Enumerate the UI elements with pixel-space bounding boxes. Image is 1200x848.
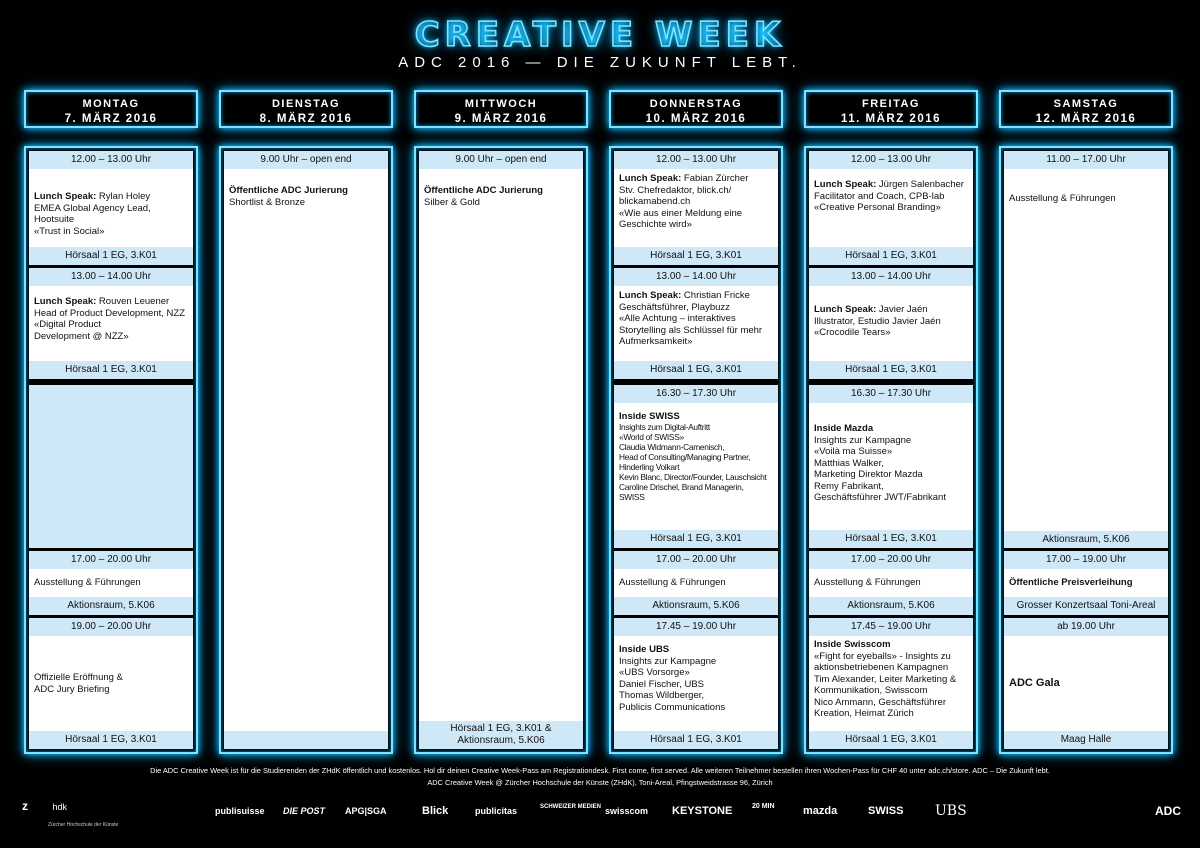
slot-time: 13.00 – 14.00 Uhr bbox=[809, 268, 973, 286]
slot-time: 12.00 – 13.00 Uhr bbox=[29, 151, 193, 169]
slot-text: Shortlist & Bronze bbox=[229, 196, 306, 208]
slot-title: Lunch Speak: bbox=[619, 290, 682, 301]
slot-location: Aktionsraum, 5.K06 bbox=[1004, 531, 1168, 549]
slot-title: Lunch Speak: bbox=[34, 191, 97, 202]
slot-time: 16.30 – 17.30 Uhr bbox=[809, 385, 973, 403]
slot-location: Hörsaal 1 EG, 3.K01 bbox=[809, 247, 973, 265]
slot-time: 16.30 – 17.30 Uhr bbox=[614, 385, 778, 403]
slot-title: Lunch Speak: bbox=[34, 296, 97, 307]
slot-content bbox=[614, 286, 778, 361]
slot-location: Hörsaal 1 EG, 3.K01 bbox=[29, 247, 193, 265]
day-header bbox=[999, 90, 1173, 128]
empty-location bbox=[224, 731, 388, 749]
slot-text: Fabian Zürcher Stv. Chefredaktor, blick.ch/ blickamabend.ch «Wie aus einer Meldung eine Geschichte wird» bbox=[619, 173, 749, 230]
slot-text: Insights zur Kampagne «UBS Vorsorge» Daniel Fischer, UBS Thomas Wildberger, Publicis Communications bbox=[619, 655, 726, 713]
slot-text: Offizielle Eröffnung & ADC Jury Briefing bbox=[34, 672, 123, 695]
day-name: SAMSTAG bbox=[1053, 98, 1119, 110]
slot-location: Hörsaal 1 EG, 3.K01 bbox=[809, 530, 973, 548]
sponsor-logo: Blick bbox=[422, 805, 449, 817]
slot-time: 19.00 – 20.00 Uhr bbox=[29, 618, 193, 636]
day-schedule bbox=[609, 146, 783, 754]
slot-location: Hörsaal 1 EG, 3.K01 bbox=[614, 731, 778, 749]
zhdk-sub: Zürcher Hochschule der Künste bbox=[48, 822, 119, 828]
slot-content bbox=[614, 569, 778, 597]
slot-location: Hörsaal 1 EG, 3.K01 bbox=[614, 530, 778, 548]
slot-content bbox=[614, 169, 778, 247]
footer-notes bbox=[0, 765, 1200, 789]
day-name: FREITAG bbox=[862, 98, 920, 110]
slot-location: Aktionsraum, 5.K06 bbox=[809, 597, 973, 615]
slot-content bbox=[809, 286, 973, 361]
slot-content bbox=[29, 636, 193, 731]
slot-text: Ausstellung & Führungen bbox=[814, 577, 921, 588]
slot-content bbox=[614, 636, 778, 731]
sponsor-logo: APG|SGA bbox=[345, 806, 387, 816]
slot-location: Hörsaal 1 EG, 3.K01 bbox=[809, 731, 973, 749]
slot-location: Maag Halle bbox=[1004, 731, 1168, 749]
day-name: MITTWOCH bbox=[464, 98, 538, 110]
page-subtitle: ADC 2016 — DIE ZUKUNFT LEBT. bbox=[398, 54, 802, 71]
slot-title: Lunch Speak: bbox=[814, 179, 877, 190]
slot-time: 13.00 – 14.00 Uhr bbox=[29, 268, 193, 286]
slot-time: 17.00 – 20.00 Uhr bbox=[614, 551, 778, 569]
sponsor-logo: 20 MIN bbox=[752, 803, 775, 810]
slot-text: Javier Jaén Illustrator, Estudio Javier Jaén «Crocodile Tears» bbox=[814, 304, 941, 338]
slot-location: Grosser Konzertsaal Toni-Areal bbox=[1004, 597, 1168, 615]
slot-content bbox=[29, 286, 193, 361]
slot-text: Rylan Holey EMEA Global Agency Lead, Hootsuite «Trust in Social» bbox=[34, 191, 151, 237]
slot-location: Aktionsraum, 5.K06 bbox=[29, 597, 193, 615]
slot-title: Lunch Speak: bbox=[814, 304, 877, 315]
slot-title: ADC Gala bbox=[1009, 677, 1060, 689]
day-date: 8. MÄRZ 2016 bbox=[259, 113, 353, 125]
slot-location: Aktionsraum, 5.K06 bbox=[614, 597, 778, 615]
day-name: MONTAG bbox=[82, 98, 140, 110]
slot-title: Öffentliche Preisverleihung bbox=[1009, 577, 1133, 588]
empty-slot bbox=[29, 385, 193, 548]
day-date: 9. MÄRZ 2016 bbox=[454, 113, 548, 125]
slot-time: 17.00 – 20.00 Uhr bbox=[29, 551, 193, 569]
slot-location: Hörsaal 1 EG, 3.K01 bbox=[29, 361, 193, 379]
sponsor-logo: SWISS bbox=[868, 805, 904, 817]
slot-text: «Fight for eyeballs» - Insights zu aktionsbetriebenen Kampagnen Tim Alexander, Leiter Marketing & Kommunikation, Swisscom Nico Ammann, Geschäftsführer Kreation, Heimat Zürich bbox=[814, 650, 957, 719]
sponsor-logo: KEYSTONE bbox=[672, 805, 733, 817]
slot-time: 17.45 – 19.00 Uhr bbox=[614, 618, 778, 636]
slot-title: Öffentliche ADC Jurierung bbox=[424, 185, 543, 196]
day-date: 11. MÄRZ 2016 bbox=[840, 113, 942, 125]
sponsor-logo: SCHWEIZER MEDIEN bbox=[540, 804, 602, 810]
sponsor-logo: publisuisse bbox=[215, 806, 265, 816]
slot-time: 17.45 – 19.00 Uhr bbox=[809, 618, 973, 636]
day-schedule bbox=[24, 146, 198, 754]
slot-title: Öffentliche ADC Jurierung bbox=[229, 185, 348, 196]
slot-content bbox=[809, 636, 973, 731]
sponsor-logo: swisscom bbox=[605, 806, 649, 816]
slot-text: Jürgen Salenbacher Facilitator and Coach, CPB-lab «Creative Personal Branding» bbox=[814, 179, 964, 213]
page-title: CREATIVE WEEK bbox=[414, 15, 786, 55]
slot-text: Ausstellung & Führungen bbox=[619, 577, 726, 588]
slot-time: 9.00 Uhr – open end bbox=[224, 151, 388, 169]
slot-location: Hörsaal 1 EG, 3.K01 bbox=[809, 361, 973, 379]
day-name: DONNERSTAG bbox=[649, 98, 743, 110]
day-schedule bbox=[414, 146, 588, 754]
slot-content bbox=[224, 169, 388, 731]
sponsor-logo: DIE POST bbox=[283, 806, 326, 816]
day-header bbox=[804, 90, 978, 128]
day-schedule bbox=[999, 146, 1173, 754]
slot-content bbox=[809, 169, 973, 247]
day-header bbox=[24, 90, 198, 128]
zhdk-name: hdk bbox=[52, 802, 68, 812]
slot-content bbox=[1004, 569, 1168, 597]
slot-text: Christian Fricke Geschäftsführer, Playbuzz «Alle Achtung – interaktives Storytelling als Schlüssel für mehr Aufmerksamkeit» bbox=[619, 290, 763, 347]
slot-time: 17.00 – 19.00 Uhr bbox=[1004, 551, 1168, 569]
slot-time: 9.00 Uhr – open end bbox=[419, 151, 583, 169]
slot-content bbox=[419, 169, 583, 721]
slot-location: Hörsaal 1 EG, 3.K01 bbox=[29, 731, 193, 749]
slot-title: Inside UBS bbox=[619, 644, 670, 655]
slot-time: ab 19.00 Uhr bbox=[1004, 618, 1168, 636]
slot-text: Ausstellung & Führungen bbox=[34, 577, 141, 588]
slot-content bbox=[614, 403, 778, 530]
slot-text: Ausstellung & Führungen bbox=[1009, 193, 1116, 204]
sponsor-logo: UBS bbox=[935, 803, 967, 819]
day-date: 10. MÄRZ 2016 bbox=[645, 113, 747, 125]
slot-location: Hörsaal 1 EG, 3.K01 bbox=[614, 361, 778, 379]
slot-time: 11.00 – 17.00 Uhr bbox=[1004, 151, 1168, 169]
footer-info: Die ADC Creative Week ist für die Studierenden der ZHdK öffentlich und kostenlos. Hol dir deinen Creative Week-Pass am Registrationdesk. First come, first served. Alle weiteren Teilnehmer bestellen ihren Wochen-Pass für CHF 40 unter adc.ch/store. ADC – Die Zukunft lebt. bbox=[150, 766, 1050, 775]
footer-address: ADC Creative Week @ Zürcher Hochschule der Künste (ZHdK), Toni-Areal, Pfingstweidstrasse 96, Zürich bbox=[427, 778, 773, 787]
slot-content bbox=[29, 569, 193, 597]
slot-title: Inside SWISS bbox=[619, 411, 680, 422]
day-schedule bbox=[219, 146, 393, 754]
slot-content bbox=[1004, 169, 1168, 531]
slot-content bbox=[1004, 636, 1168, 731]
slot-time: 12.00 – 13.00 Uhr bbox=[809, 151, 973, 169]
slot-title: Inside Swisscom bbox=[814, 639, 891, 650]
day-name: DIENSTAG bbox=[271, 98, 341, 110]
slot-time: 12.00 – 13.00 Uhr bbox=[614, 151, 778, 169]
slot-content bbox=[809, 569, 973, 597]
sponsor-logo: mazda bbox=[803, 805, 838, 817]
adc-logo: ADC bbox=[1155, 804, 1181, 818]
slot-title: Lunch Speak: bbox=[619, 173, 682, 184]
sponsor-logo: publicitas bbox=[475, 806, 518, 816]
slot-location: Hörsaal 1 EG, 3.K01 & Aktionsraum, 5.K06 bbox=[419, 721, 583, 749]
slot-time: 17.00 – 20.00 Uhr bbox=[809, 551, 973, 569]
slot-text: Insights zum Digital-Auftritt «World of SWISS» Claudia Widmann-Camenisch, Head of Consulting/Managing Partner, Hinderling Volkart Kevin Blanc, Director/Founder, Lauschsicht Caroline Drischel, Brand Managerin, SWISS bbox=[619, 422, 767, 502]
day-header bbox=[609, 90, 783, 128]
day-header bbox=[414, 90, 588, 128]
sponsor-logos bbox=[0, 796, 1200, 836]
slot-content bbox=[29, 169, 193, 247]
slot-title: Inside Mazda bbox=[814, 423, 874, 434]
slot-location: Hörsaal 1 EG, 3.K01 bbox=[614, 247, 778, 265]
slot-text: Insights zur Kampagne «Voilà ma Suisse» Matthias Walker, Marketing Direktor Mazda Remy Fabrikant, Geschäftsführer JWT/Fabrikant bbox=[814, 434, 946, 503]
day-schedule bbox=[804, 146, 978, 754]
day-header bbox=[219, 90, 393, 128]
slot-content bbox=[809, 403, 973, 530]
slot-text: Rouven Leuener Head of Product Development, NZZ «Digital Product Development @ NZZ» bbox=[34, 296, 186, 342]
slot-time: 13.00 – 14.00 Uhr bbox=[614, 268, 778, 286]
day-date: 7. MÄRZ 2016 bbox=[64, 113, 158, 125]
day-date: 12. MÄRZ 2016 bbox=[1035, 113, 1137, 125]
slot-text: Silber & Gold bbox=[424, 196, 480, 208]
zhdk-z: z bbox=[22, 799, 28, 813]
